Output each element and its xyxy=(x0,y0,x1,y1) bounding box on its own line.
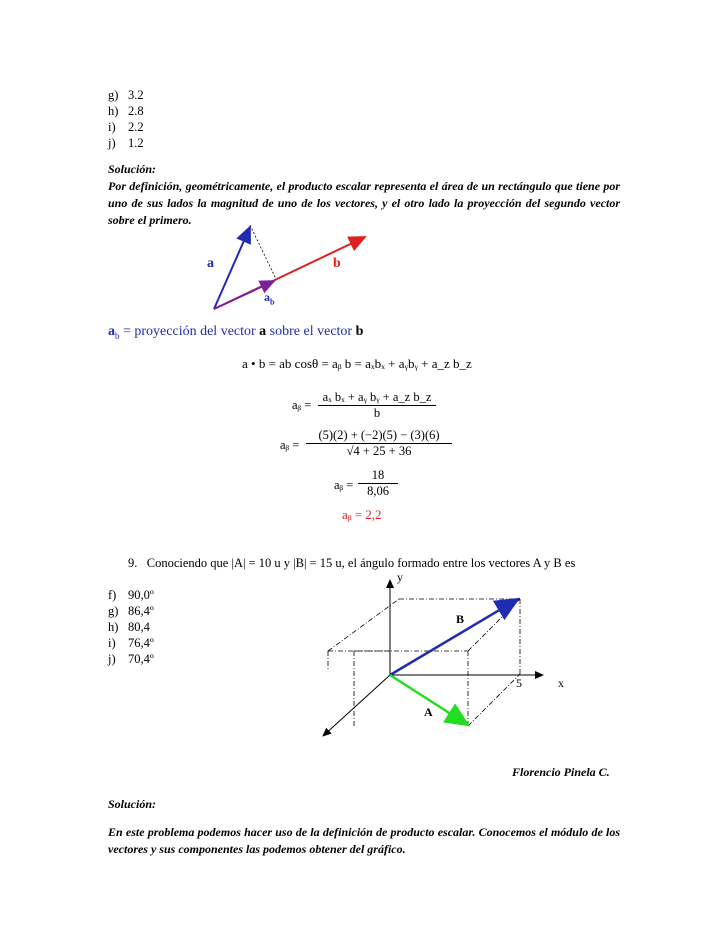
vector-box-diagram xyxy=(318,570,588,740)
projection-definition: $a_b$ = proyección del vector a sobre el vector b xyxy=(108,324,364,341)
label-vector-A: A xyxy=(424,705,433,719)
question-9: 9. Conociendo que |A| = 10 u y |B| = 15 u, el ángulo formado entre los vectores A y B es xyxy=(128,556,576,570)
label-vector-B: B xyxy=(456,612,465,626)
perpendicular-line xyxy=(250,225,276,279)
option: h) 80,4 xyxy=(108,620,150,634)
z-axis xyxy=(323,675,390,736)
formula-lhs: aᵦ = xyxy=(280,438,300,452)
option: g) 86,4º xyxy=(108,604,154,618)
option: f) 90,0º xyxy=(108,588,154,602)
solution-heading: Solución: xyxy=(108,797,157,811)
solution-text: En este problema podemos hacer uso de la definición de producto escalar. Conocemos el módulo de los vectores y sus componentes las podemos obtener del gráfico. xyxy=(108,825,620,856)
result: aᵦ = 2,2 xyxy=(342,507,382,522)
solution-heading: Solución: xyxy=(108,162,157,176)
option: j) 70,4º xyxy=(108,652,154,666)
formula-fraction: $\frac{\text{aₓ bₓ + aᵧ bᵧ + a\_z b\_z}}{b}$ xyxy=(318,390,436,421)
formula-fraction: $\frac{18}{8,06}$ xyxy=(358,468,398,499)
option: h) 2.8 xyxy=(108,104,144,118)
label-b: b xyxy=(333,256,341,271)
projection-diagram xyxy=(200,222,375,317)
solution-text: Por definición, geométricamente, el producto escalar representa el área de un rectángulo que tiene por uno de sus lados la magnitud de uno de los vectores, y el otro lado la proyección del segundo vector sobre el primero. xyxy=(108,179,620,227)
vector-B xyxy=(390,599,518,675)
option: i) 2.2 xyxy=(108,120,144,134)
formula-fraction: $\frac{(5)(2) + (-2)(5) - (3)(6)}{√4 + 25 + 36}$ xyxy=(306,428,452,459)
option: j) 1.2 xyxy=(108,136,144,150)
option: i) 76,4º xyxy=(108,636,154,650)
vector-a xyxy=(214,227,250,309)
tick-label-5: 5 xyxy=(516,676,522,690)
formula-lhs: aᵦ = xyxy=(292,398,312,412)
label-a: a xyxy=(207,256,214,271)
axis-label-x: x xyxy=(558,676,564,690)
formula-lhs: aᵦ = xyxy=(334,478,354,492)
axis-label-y: y xyxy=(397,570,403,584)
author: Florencio Pinela C. xyxy=(512,765,610,779)
label-ab: $a_b$ xyxy=(264,290,275,307)
dot-product-formula: a • b = ab cosθ = aᵦ b = aₓbₓ + aᵧbᵧ + a_z b_z xyxy=(242,356,472,371)
option: g) 3.2 xyxy=(108,88,144,102)
